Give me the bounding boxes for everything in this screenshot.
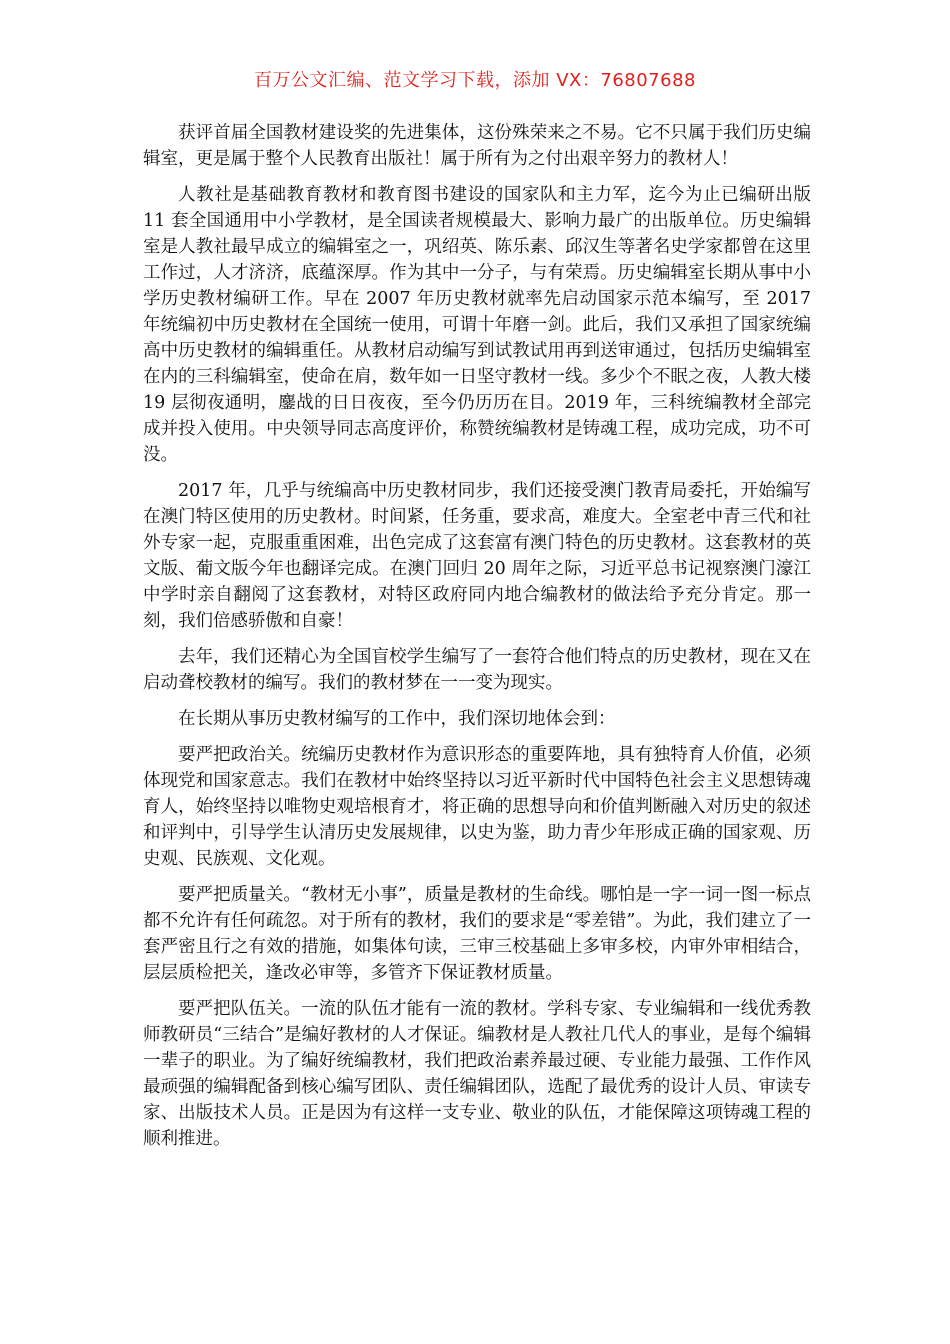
paragraph: 要严把队伍关。一流的队伍才能有一流的教材。学科专家、专业编辑和一线优秀教师教研员“三结合”是编好教材的人才保证。编教材是人教社几代人的事业，是每个编辑一辈子的职业。为了编好统编教材，我们把政治素养最过硬、专业能力最强、工作作风最顽强的编辑配备到核心编写团队、责任编辑团队，选配了最优秀的设计人员、审读专家、出版技术人员。正是因为有这样一支专业、敬业的队伍，才能保障这项铸魂工程的顺利推进。 <box>143 999 811 1149</box>
paragraph: 获评首届全国教材建设奖的先进集体，这份殊荣来之不易。它不只属于我们历史编辑室，更是属于整个人民教育出版社！属于所有为之付出艰辛努力的教材人！ <box>143 123 811 169</box>
paragraph: 去年，我们还精心为全国盲校学生编写了一套符合他们特点的历史教材，现在又在启动聋校教材的编写。我们的教材梦在一一变为现实。 <box>143 647 811 693</box>
paragraph: 要严把质量关。“教材无小事”，质量是教材的生命线。哪怕是一字一词一图一标点都不允许有任何疏忽。对于所有的教材，我们的要求是“零差错”。为此，我们建立了一套严密且行之有效的措施，如集体句读，三审三校基础上多审多校，内审外审相结合，层层质检把关，逢改必审等，多管齐下保证教材质量。 <box>143 885 811 983</box>
paragraph: 2017 年，几乎与统编高中历史教材同步，我们还接受澳门教青局委托，开始编写在澳门特区使用的历史教材。时间紧，任务重，要求高，难度大。全室老中青三代和社外专家一起，克服重重困难，出色完成了这套富有澳门特色的历史教材。这套教材的英文版、葡文版今年也翻译完成。在澳门回归 20 周年之际，习近平总书记视察澳门濠江中学时亲自翻阅了这套教材，对特区政府同内地合编教材的做法给予充分肯定。那一刻，我们倍感骄傲和自豪！ <box>143 481 811 631</box>
paragraph: 在长期从事历史教材编写的工作中，我们深切地体会到： <box>178 709 616 729</box>
page-header: 百万公文汇编、范文学习下载，添加 VX：76807688 <box>254 70 696 91</box>
paragraph: 人教社是基础教育教材和教育图书建设的国家队和主力军，迄今为止已编研出版 11 套全国通用中小学教材，是全国读者规模最大、影响力最广的出版单位。历史编辑室是人教社最早成立的编辑室之一，巩绍英、陈乐素、邱汉生等著名史学家都曾在这里工作过，人才济济，底蕴深厚。作为其中一分子，与有荣焉。历史编辑室长期从事中小学历史教材编研工作。早在 2007 年历史教材就率先启动国家示范本编写，至 2017 年统编初中历史教材在全国统一使用，可谓十年磨一剑。此后，我们又承担了国家统编高中历史教材的编辑重任。从教材启动编写到试教试用再到送审通过，包括历史编辑室在内的三科编辑室，使命在肩，数年如一日坚守教材一线。多少个不眠之夜，人教大楼 19 层彻夜通明，鏖战的日日夜夜，至今仍历历在目。2019 年，三科统编教材全部完成并投入使用。中央领导同志高度评价，称赞统编教材是铸魂工程，成功完成，功不可没。 <box>143 185 811 465</box>
document-body <box>143 120 811 1162</box>
paragraph: 要严把政治关。统编历史教材作为意识形态的重要阵地，具有独特育人价值，必须体现党和国家意志。我们在教材中始终坚持以习近平新时代中国特色社会主义思想铸魂育人，始终坚持以唯物史观培根育才，将正确的思想导向和价值判断融入对历史的叙述和评判中，引导学生认清历史发展规律，以史为鉴，助力青少年形成正确的国家观、历史观、民族观、文化观。 <box>143 745 811 869</box>
